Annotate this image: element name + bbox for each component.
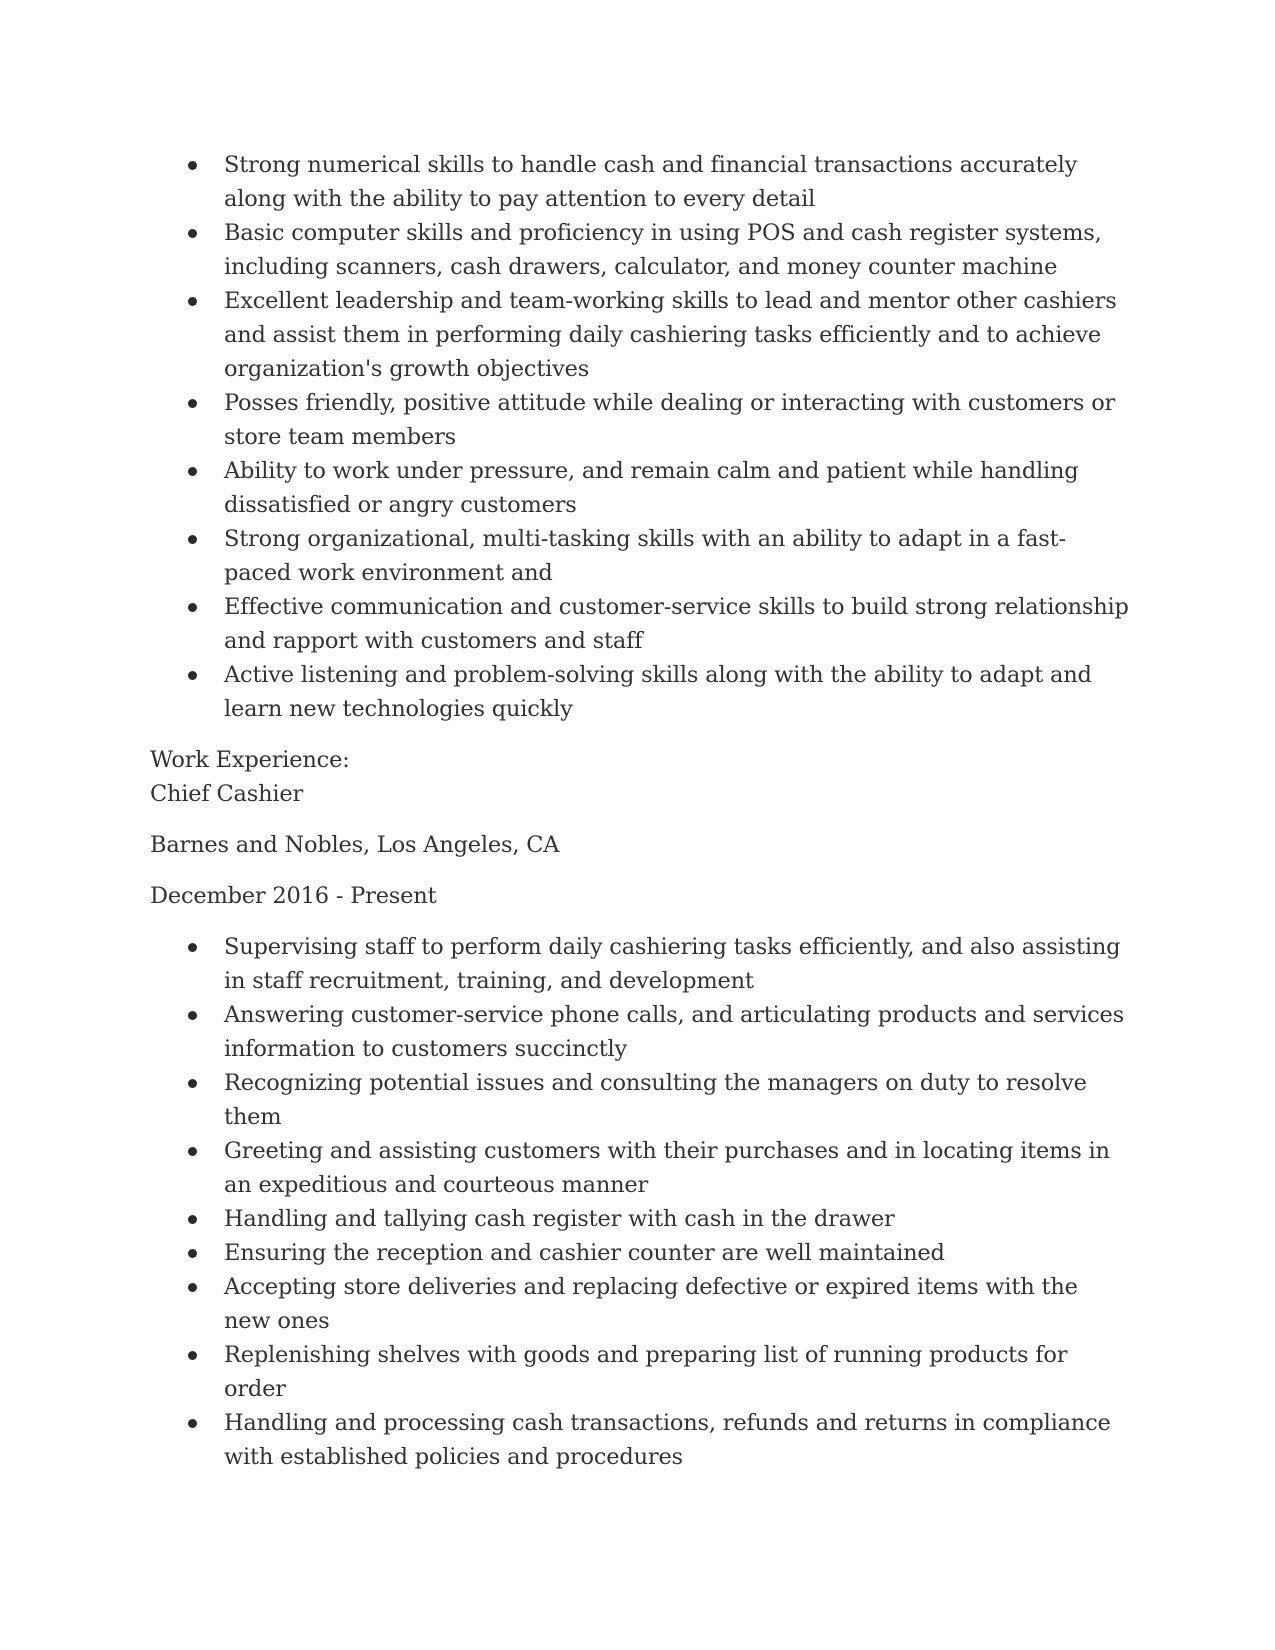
skill-text: Basic computer skills and proficiency in using POS and cash register systems, including scanners, cash drawers, calculator, and money counter machine — [224, 220, 1102, 280]
skill-text: Excellent leadership and team-working skills to lead and mentor other cashiers and assist them in performing daily cashiering tasks efficiently and to achieve organization's growth objectives — [224, 288, 1117, 382]
list-item — [224, 454, 1130, 522]
bullet-icon — [188, 1419, 197, 1428]
list-item — [224, 148, 1130, 216]
employment-dates: December 2016 - Present — [150, 883, 437, 909]
bullet-icon — [188, 1215, 197, 1224]
bullet-icon — [188, 671, 197, 680]
list-item — [224, 284, 1130, 386]
bullet-icon — [188, 1283, 197, 1292]
list-item — [224, 930, 1130, 998]
list-item — [224, 1134, 1130, 1202]
list-item — [224, 1202, 1130, 1236]
skill-text: Effective communication and customer-service skills to build strong relationship and rapport with customers and staff — [224, 594, 1129, 654]
list-item — [224, 1270, 1130, 1338]
list-item — [224, 216, 1130, 284]
bullet-icon — [188, 1011, 197, 1020]
work-experience-heading: Work Experience: — [150, 747, 350, 773]
employer-location: Barnes and Nobles, Los Angeles, CA — [150, 832, 560, 858]
bullet-icon — [188, 467, 197, 476]
list-item — [224, 1406, 1130, 1474]
list-item — [224, 386, 1130, 454]
duty-text: Recognizing potential issues and consulting the managers on duty to resolve them — [224, 1070, 1087, 1130]
list-item — [224, 998, 1130, 1066]
duty-text: Answering customer-service phone calls, and articulating products and services information to customers succinctly — [224, 1002, 1124, 1062]
duty-text: Handling and tallying cash register with cash in the drawer — [224, 1206, 895, 1232]
skill-text: Strong numerical skills to handle cash and financial transactions accurately along with the ability to pay attention to every detail — [224, 152, 1078, 212]
bullet-icon — [188, 1079, 197, 1088]
list-item — [224, 658, 1130, 726]
bullet-icon — [188, 603, 197, 612]
bullet-icon — [188, 1249, 197, 1258]
skill-text: Ability to work under pressure, and remain calm and patient while handling dissatisfied or angry customers — [224, 458, 1079, 518]
bullet-icon — [188, 535, 197, 544]
duty-text: Handling and processing cash transactions, refunds and returns in compliance with established policies and procedures — [224, 1410, 1111, 1470]
skill-text: Active listening and problem-solving skills along with the ability to adapt and learn new technologies quickly — [224, 662, 1092, 722]
duty-text: Replenishing shelves with goods and preparing list of running products for order — [224, 1342, 1068, 1402]
duty-text: Supervising staff to perform daily cashiering tasks efficiently, and also assisting in staff recruitment, training, and development — [224, 934, 1121, 994]
list-item — [224, 590, 1130, 658]
bullet-icon — [188, 1351, 197, 1360]
duty-text: Greeting and assisting customers with their purchases and in locating items in an expeditious and courteous manner — [224, 1138, 1110, 1198]
bullet-icon — [188, 161, 197, 170]
bullet-icon — [188, 229, 197, 238]
list-item — [224, 522, 1130, 590]
list-item — [224, 1338, 1130, 1406]
skill-text: Strong organizational, multi-tasking skills with an ability to adapt in a fast-paced work environment and — [224, 526, 1066, 586]
duty-text: Accepting store deliveries and replacing defective or expired items with the new ones — [224, 1274, 1078, 1334]
duties-list — [150, 930, 1130, 1474]
bullet-icon — [188, 943, 197, 952]
bullet-icon — [188, 297, 197, 306]
job-title: Chief Cashier — [150, 781, 304, 807]
bullet-icon — [188, 399, 197, 408]
bullet-icon — [188, 1147, 197, 1156]
list-item — [224, 1236, 1130, 1270]
duty-text: Ensuring the reception and cashier counter are well maintained — [224, 1240, 945, 1266]
resume-content — [150, 148, 1130, 1474]
skill-text: Posses friendly, positive attitude while dealing or interacting with customers or store team members — [224, 390, 1116, 450]
list-item — [224, 1066, 1130, 1134]
skills-list — [150, 148, 1130, 726]
